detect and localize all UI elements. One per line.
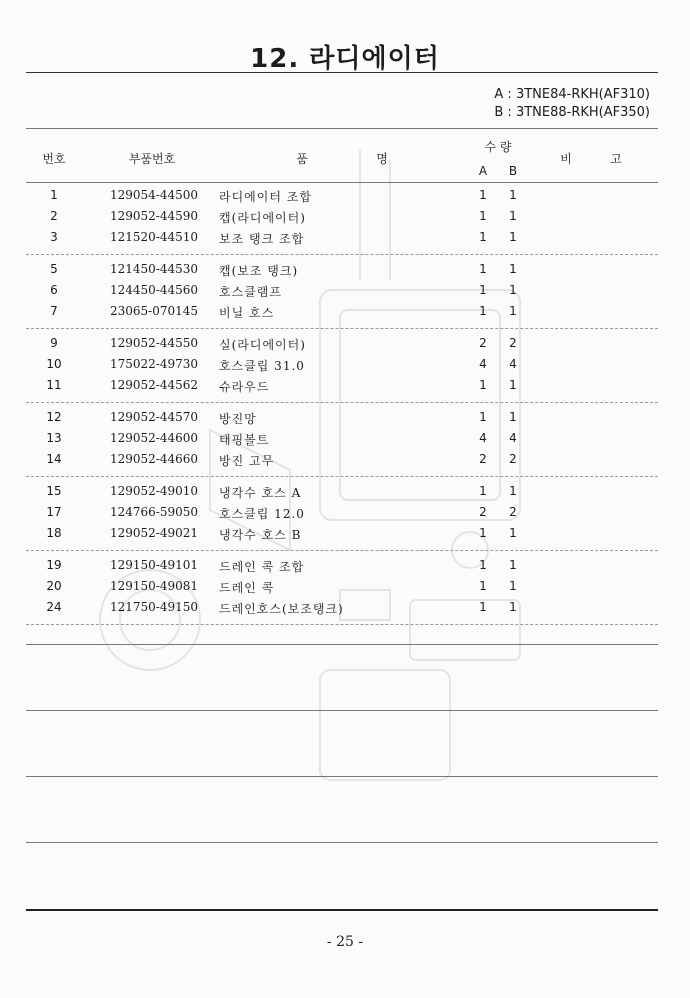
table-row	[0, 600, 690, 620]
table-row	[0, 283, 690, 303]
cell-qty-b: 1	[509, 600, 517, 614]
cell-item-no: 2	[50, 209, 58, 223]
blank-rule	[26, 644, 658, 645]
cell-item-no: 1	[50, 188, 58, 202]
cell-qty-a: 4	[479, 357, 487, 371]
cell-qty-b: 1	[509, 558, 517, 572]
header-remark-2: 고	[610, 152, 622, 166]
header-name-2: 명	[376, 152, 388, 166]
table-row	[0, 526, 690, 546]
cell-part-no: 129052-44590	[110, 209, 199, 223]
cell-qty-a: 2	[479, 452, 487, 466]
cell-qty-b: 2	[509, 452, 517, 466]
cell-part-no: 121450-44530	[110, 262, 199, 276]
cell-qty-b: 1	[509, 526, 517, 540]
cell-item-no: 7	[50, 304, 58, 318]
cell-part-name: 호스클립 31.0	[219, 359, 305, 373]
cell-part-no: 129052-49010	[110, 484, 199, 498]
cell-qty-a: 1	[479, 230, 487, 244]
cell-item-no: 14	[46, 452, 62, 466]
cell-item-no: 18	[46, 526, 62, 540]
cell-item-no: 12	[46, 410, 62, 424]
cell-qty-b: 1	[509, 209, 517, 223]
cell-qty-b: 1	[509, 410, 517, 424]
blank-rule	[26, 842, 658, 843]
model-b-line: B : 3TNE88-RKH(AF350)	[494, 105, 650, 120]
cell-part-no: 129052-49021	[110, 526, 199, 540]
cell-qty-a: 1	[479, 188, 487, 202]
cell-qty-a: 4	[479, 431, 487, 445]
cell-qty-a: 1	[479, 579, 487, 593]
cell-qty-a: 1	[479, 410, 487, 424]
cell-part-name: 드레인 콕	[219, 581, 275, 595]
cell-part-name: 태핑볼트	[219, 433, 270, 447]
model-a-line: A : 3TNE84-RKH(AF310)	[494, 87, 650, 102]
cell-part-no: 129052-44660	[110, 452, 199, 466]
cell-qty-b: 2	[509, 505, 517, 519]
cell-part-no: 129150-49101	[110, 558, 199, 572]
page-title: 12. 라디에이터	[250, 44, 440, 74]
cell-part-name: 드레인 콕 조합	[219, 560, 305, 574]
table-row	[0, 336, 690, 356]
cell-part-name: 보조 탱크 조합	[219, 232, 305, 246]
cell-item-no: 24	[46, 600, 62, 614]
table-row	[0, 378, 690, 398]
cell-qty-b: 1	[509, 283, 517, 297]
cell-qty-a: 1	[479, 378, 487, 392]
cell-part-no: 129052-44570	[110, 410, 199, 424]
cell-part-no: 129052-44562	[110, 378, 199, 392]
cell-item-no: 20	[46, 579, 62, 593]
cell-part-no: 129052-44600	[110, 431, 199, 445]
group-separator-rule	[26, 402, 658, 403]
table-row	[0, 558, 690, 578]
blank-rule	[26, 710, 658, 711]
cell-part-name: 캡(보조 탱크)	[219, 264, 299, 278]
cell-qty-a: 1	[479, 484, 487, 498]
model-b-name: 3TNE88-RKH(AF350)	[515, 105, 650, 120]
cell-item-no: 10	[46, 357, 62, 371]
cell-part-name: 방진 고무	[219, 454, 275, 468]
cell-item-no: 17	[46, 505, 62, 519]
table-row	[0, 452, 690, 472]
header-no: 번호	[42, 152, 66, 166]
model-legend	[494, 86, 650, 122]
cell-qty-a: 1	[479, 600, 487, 614]
cell-part-name: 호스클램프	[219, 285, 282, 299]
header-bottom-rule	[26, 182, 658, 183]
cell-part-no: 129054-44500	[110, 188, 199, 202]
table-row	[0, 188, 690, 208]
cell-qty-b: 1	[509, 188, 517, 202]
cell-part-no: 121750-49150	[110, 600, 199, 614]
header-qty-a: A	[478, 164, 488, 178]
header-qty-b: B	[508, 164, 518, 178]
header-name-1: 품	[296, 152, 308, 166]
cell-qty-a: 2	[479, 505, 487, 519]
cell-qty-b: 1	[509, 304, 517, 318]
group-separator-rule	[26, 328, 658, 329]
cell-qty-b: 1	[509, 579, 517, 593]
cell-part-name: 비닐 호스	[219, 306, 275, 320]
cell-item-no: 11	[46, 378, 62, 392]
table-row	[0, 304, 690, 324]
table-row	[0, 505, 690, 525]
page-number: - 25 -	[326, 934, 364, 950]
group-separator-rule	[26, 254, 658, 255]
cell-qty-a: 2	[479, 336, 487, 350]
group-separator-rule	[26, 476, 658, 477]
cell-part-no: 23065-070145	[110, 304, 199, 318]
table-row	[0, 209, 690, 229]
cell-item-no: 13	[46, 431, 62, 445]
cell-part-name: 캡(라디에이터)	[219, 211, 306, 225]
model-a-letter: A	[494, 87, 504, 102]
table-bottom-rule	[26, 909, 658, 911]
table-row	[0, 357, 690, 377]
group-separator-rule	[26, 624, 658, 625]
cell-part-no: 121520-44510	[110, 230, 199, 244]
cell-qty-b: 1	[509, 484, 517, 498]
cell-qty-a: 1	[479, 262, 487, 276]
table-row	[0, 410, 690, 430]
cell-qty-a: 1	[479, 283, 487, 297]
model-a-name: 3TNE84-RKH(AF310)	[515, 87, 650, 102]
cell-item-no: 3	[50, 230, 58, 244]
table-row	[0, 484, 690, 504]
cell-item-no: 5	[50, 262, 58, 276]
cell-qty-b: 1	[509, 378, 517, 392]
cell-part-name: 라디에이터 조합	[219, 190, 312, 204]
blank-rule	[26, 776, 658, 777]
table-row	[0, 579, 690, 599]
cell-part-no: 124766-59050	[110, 505, 199, 519]
cell-item-no: 15	[46, 484, 62, 498]
title-underline	[26, 72, 658, 73]
header-remark-1: 비	[560, 152, 572, 166]
table-row	[0, 262, 690, 282]
table-row	[0, 230, 690, 250]
cell-qty-b: 2	[509, 336, 517, 350]
cell-part-name: 드레인호스(보조탱크)	[219, 602, 344, 616]
table-top-rule	[26, 128, 658, 129]
cell-part-no: 129052-44550	[110, 336, 199, 350]
cell-part-no: 175022-49730	[110, 357, 199, 371]
cell-part-name: 방진망	[219, 412, 257, 426]
cell-part-no: 124450-44560	[110, 283, 199, 297]
cell-qty-b: 4	[509, 431, 517, 445]
cell-item-no: 6	[50, 283, 58, 297]
model-b-letter: B	[494, 105, 504, 120]
cell-qty-b: 1	[509, 230, 517, 244]
table-row	[0, 431, 690, 451]
cell-part-name: 실(라디에이터)	[219, 338, 306, 352]
header-qty: 수 량	[484, 140, 512, 154]
cell-part-no: 129150-49081	[110, 579, 199, 593]
cell-part-name: 냉각수 호스 B	[219, 528, 302, 542]
header-part-no: 부품번호	[128, 152, 176, 166]
cell-part-name: 슈라우드	[219, 380, 270, 394]
cell-qty-a: 1	[479, 304, 487, 318]
cell-qty-a: 1	[479, 558, 487, 572]
cell-item-no: 19	[46, 558, 62, 572]
cell-qty-a: 1	[479, 526, 487, 540]
cell-qty-b: 1	[509, 262, 517, 276]
cell-part-name: 호스클립 12.0	[219, 507, 305, 521]
cell-item-no: 9	[50, 336, 58, 350]
cell-qty-a: 1	[479, 209, 487, 223]
group-separator-rule	[26, 550, 658, 551]
cell-qty-b: 4	[509, 357, 517, 371]
cell-part-name: 냉각수 호스 A	[219, 486, 302, 500]
